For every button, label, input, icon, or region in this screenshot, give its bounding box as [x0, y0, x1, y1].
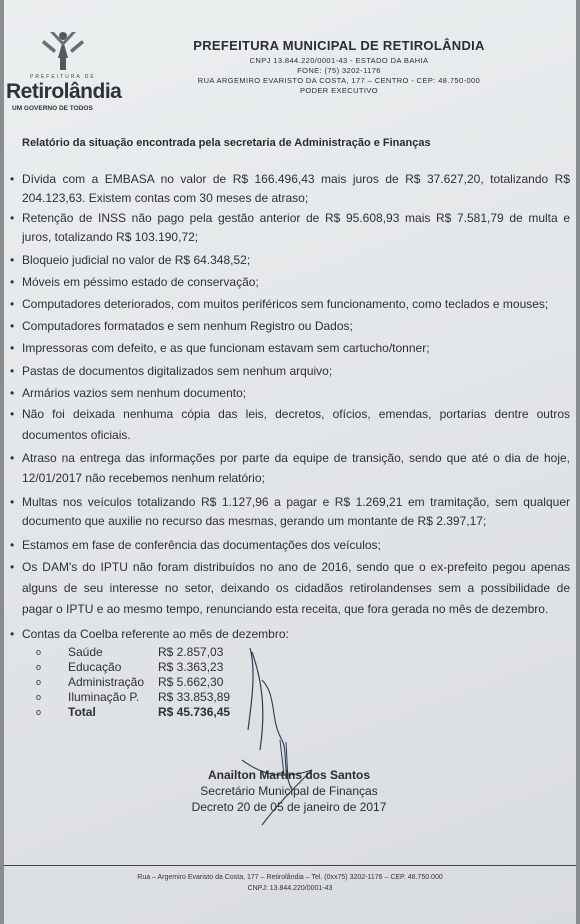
header-cnpj: CNPJ 13.844.220/0001-43 - ESTADO DA BAHIA [249, 56, 429, 65]
logo-small-text: PREFEITURA DE [30, 74, 96, 80]
list-item: • Dívida com a EMBASA no valor de R$ 166.496,43 mais juros de R$ 37.627,20, totalizando R$ [10, 172, 570, 186]
list-item: • Não foi deixada nenhuma cópia das leis, decretos, ofícios, emendas, portarias dentre outros [10, 407, 570, 421]
footer-address: Rua – Argemiro Evaristo da Costa, 177 – Retirolândia – Tel. (0xx75) 3202-1176 – CEP. 48.750.000 [137, 874, 443, 881]
list-item: • Computadores deteriorados, com muitos periféricos sem funcionamento, como teclados e mouses; [10, 297, 549, 311]
list-item: • Multas nos veículos totalizando R$ 1.127,96 a pagar e R$ 1.269,21 em tramitação, sem qualquer [10, 495, 570, 509]
list-item-continuation: documento que auxilie no recurso das mesmas, gerando um montante de R$ 2.397,17; [22, 514, 487, 528]
list-item: • Atraso na entrega das informações por parte da equipe de transição, sendo que até o dia de hoje, [10, 451, 570, 465]
list-item: • Pastas de documentos digitalizados sem nenhum arquivo; [10, 364, 333, 378]
list-item: • Impressoras com defeito, e as que funcionam estavam sem cartucho/tonner; [10, 341, 430, 355]
list-item: • Armários vazios sem nenhum documento; [10, 386, 247, 400]
list-item-continuation: juros, totalizando R$ 103.190,72; [22, 230, 199, 244]
list-item-continuation: documentos oficiais. [22, 428, 131, 442]
report-title: Relatório da situação encontrada pela secretaria de Administração e Finanças [22, 137, 431, 149]
list-item-continuation: 204.123,63. Existem contas com 30 meses de atraso; [22, 191, 309, 205]
footer-divider [4, 865, 576, 866]
document-page: PREFEITURA DE Retirolândia UM GOVERNO DE TODOS PREFEITURA MUNICIPAL DE RETIROLÂNDIA CNPJ 13.844.220/0001-43 - ESTADO DA BAHIA FONE: (75) 3202-1176 RUA ARGEMIRO EVARISTO DA COSTA, 177 – CENTRO - CEP: 48.750-000 PODER EXECUTIVO Relatório da situação encontrada pela secretaria de Administração e Finanças • Dívida com a EMBASA no valor de R$ 166.496,43 mais juros de R$ 37.627,20, totalizando R$ 204.123,63. Existem contas com 30 meses de atraso; • Retenção de INSS não pago pela gestão anterior de R$ 95.608,93 mais R$ 7.581,79 de multa e juros, totalizando R$ 103.190,72; • Bloqueio judicial no valor de R$ 64.348,52; • Móveis em péssimo estado de conservação; • Computadores deteriorados, com muitos periféricos sem funcionamento, como teclados e mouses; • Computadores formatados e sem nenhum Registro ou Dados; • Impressoras com defeito, e as que funcionam estavam sem cartucho/tonner; • Pastas de documentos digitalizados sem nenhum arquivo; • Armários vazios sem nenhum documento; • Não foi deixada nenhuma cópia das leis, decretos, ofícios, emendas, portarias dentre outros documentos oficiais. • Atraso na entrega das informações por parte da equipe de transição, sendo que até o dia de hoje, 12/01/2017 não recebemos nenhum relatório; • Multas nos veículos totalizando R$ 1.127,96 a pagar e R$ 1.269,21 em tramitação, sem qualquer documento que auxilie no recurso das mesmas, gerando um montante de R$ 2.397,17; • Estamos em fase de conferência das documentações dos veículos; • Os DAM's do IPTU não foram distribuídos no ano de 2016, sendo que o ex-prefeito pegou apenas alguns de seu interesse no setor, deixando os cidadãos retirolandenses sem a possibilidade de pagar o IPTU e ao mesmo tempo, renunciando esta receita, que fora gerada no mês de dezembro. • Contas da Coelba referente ao mês de dezembro: o Saúde R$ 2.857,03 o Educação R$ 3.363,23 o Administração R$ 5.662,30 o Iluminação P. R$ 33.853,89 o Total R$ 45.736,45 Anailton Martins dos Santos Secretário Municipal de Finanças Decreto 20 de 05 de janeiro de 2017 Rua – Argemiro Evaristo da Costa, 177 – Retirolândia – Tel. (0xx75) 3202-1176 – CEP. 48.750.000 CNPJ: 13.844.220/0001-43 [4, 0, 576, 924]
list-item-continuation: pagar o IPTU e ao mesmo tempo, renunciando esta receita, que fora gerada no mês de dezembro. [22, 602, 549, 616]
list-item-continuation: alguns de seu interesse no setor, deixando os cidadãos retirolandenses sem a possibilidade de [22, 581, 570, 595]
signatory-decree: Decreto 20 de 05 de janeiro de 2017 [191, 800, 387, 814]
list-item: • Retenção de INSS não pago pela gestão anterior de R$ 95.608,93 mais R$ 7.581,79 de multa e [10, 211, 570, 225]
list-item: • Computadores formatados e sem nenhum Registro ou Dados; [10, 319, 353, 333]
list-item: • Estamos em fase de conferência das documentações dos veículos; [10, 538, 381, 552]
logo-tagline: UM GOVERNO DE TODOS [12, 105, 93, 112]
header-power: PODER EXECUTIVO [299, 86, 379, 95]
signatory-role: Secretário Municipal de Finanças [200, 784, 378, 798]
logo-name: Retirolândia [6, 80, 122, 103]
tree-logo-icon [36, 28, 90, 72]
list-item-continuation: 12/01/2017 não recebemos nenhum relatório; [22, 471, 265, 485]
list-item: • Móveis em péssimo estado de conservação; [10, 275, 259, 289]
list-item: • Bloqueio judicial no valor de R$ 64.348,52; [10, 253, 251, 267]
list-item: • Contas da Coelba referente ao mês de dezembro: [10, 627, 289, 641]
header-address: RUA ARGEMIRO EVARISTO DA COSTA, 177 – CENTRO - CEP: 48.750-000 [197, 76, 481, 85]
signatory-name: Anailton Martins dos Santos [207, 768, 370, 782]
header-phone: FONE: (75) 3202-1176 [297, 66, 381, 75]
list-item: • Os DAM's do IPTU não foram distribuídos no ano de 2016, sendo que o ex-prefeito pegou apenas [10, 560, 570, 574]
footer-cnpj: CNPJ: 13.844.220/0001-43 [247, 885, 333, 892]
header-title: PREFEITURA MUNICIPAL DE RETIROLÂNDIA [193, 38, 485, 53]
municipal-logo [6, 28, 136, 114]
